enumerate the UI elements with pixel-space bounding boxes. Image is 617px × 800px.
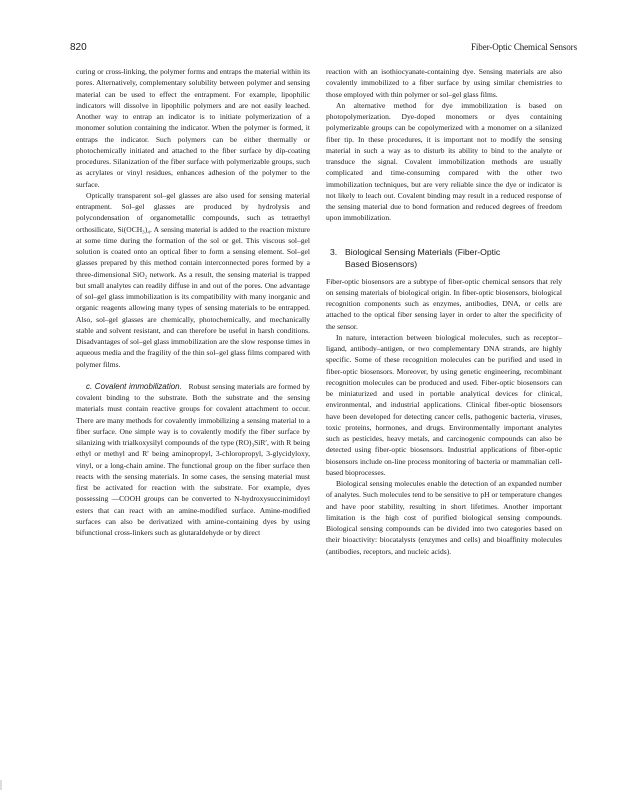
- paragraph: Fiber-optic biosensors are a subtype of fiber-optic chemical sensors that rely on sensing materials of biological origin. In fiber-optic biosensors, biological recognition components such as enzymes, antibodies, DNA, or cells are attached to the optical fiber sensing layer in order to alter the specificity of the sensor.: [326, 276, 562, 331]
- section-heading: [330, 246, 562, 270]
- scan-margin-mark: [0, 780, 2, 790]
- page-number: 820: [70, 42, 87, 53]
- paragraph-text: Robust sensing materials are formed by covalent binding to the substrate. Both the substrate and the sensing materials must contain reactive groups for covalent attachment to occur. There are many methods for covalently immobilizing a sensing material to a fiber surface. One simple way is to covalently modify the fiber surface by silanizing with trialkoxysilyl compounds of the type (RO)₃SiR′, with R being ethyl or methyl and R′ being aminopropyl, 3-chloropropyl, 3-glycidyloxy, vinyl, or a long-chain amine. The functional group on the fiber surface then reacts with the sensing materials. In some cases, the sensing material must first be activated for reaction with the substrate. For example, dyes possessing —COOH groups can be converted to N-hydroxysuccinimidoyl esters that can react with an amine-modified surface. Amine-modified surfaces can also be derivatized with amine-containing dyes by using bifunctional cross-linkers such as glutaraldehyde or by direct: [76, 381, 310, 537]
- paragraph: Biological sensing molecules enable the detection of an expanded number of analytes. Such molecules tend to be sensitive to pH or temperature changes and have poor stability, resulting in short lifetimes. Another important limitation is the high cost of purified biological sensing compounds. Biological sensing compounds can be divided into two categories based on their bioactivity: biocatalysts (enzymes and cells) and bioaffinity molecules (antibodies, receptors, and nucleic acids).: [326, 479, 562, 556]
- paragraph: curing or cross-linking, the polymer forms and entraps the material within its pores. Alternatively, complementary solubility between polymer and sensing material can be used to effect the entrapment. For example, lipophilic indicators will dissolve in lipophilic polymers and are not easily leached. Another way to entrap an indicator is to initiate polymerization of a monomer solution containing the indicator. When the polymer is formed, it entraps the indicator. Such polymers can be either thermally or photochemically initiated and attached to the fiber surface by dip-coating procedures. Silanization of the fiber surface with polymerizable groups, such as acrylates or vinyl residues, enhances adhesion of the polymer to the surface.: [76, 67, 310, 189]
- paragraph: [76, 381, 310, 539]
- paragraph: An alternative method for dye immobilization is based on photopolymerization. Dye-doped monomers or dyes containing polymerizable groups can be copolymerized with a monomer on a silanized fiber tip. In these procedures, it is important not to modify the sensing material in such a way as to disturb its ability to bind to the analyte or transduce the signal. Covalent immobilization methods are usually complicated and time-consuming compared with the other two immobilization techniques, but are very reliable since the dye or indicator is not likely to leach out. Covalent binding may result in a reduced response of the sensing material due to bond formation and reduced degrees of freedom upon immobilization.: [326, 100, 562, 223]
- running-head: Fiber-Optic Chemical Sensors: [470, 42, 577, 52]
- right-column: [326, 66, 562, 557]
- section-title-line2: Based Biosensors): [345, 258, 418, 269]
- section-title-line1: Biological Sensing Materials (Fiber-Optic: [345, 246, 501, 257]
- left-column: [76, 66, 310, 538]
- section-number: 3.: [330, 246, 338, 257]
- paragraph: Optically transparent sol–gel glasses are also used for sensing material entrapment. Sol–gel glasses are produced by hydrolysis and polycondensation of organometallic compounds, such as tetraethyl orthosilicate, Si(OCH₃)₄. A sensing material is added to the reaction mixture at some time during the formation of the sol or gel. This viscous sol–gel solution is coated onto an optical fiber to form a sensing element. Sol–gel glasses prepared by this method contain interconnected pores formed by a three-dimensional SiO₂ network. As a result, the sensing material is trapped but small analytes can readily diffuse in and out of the pores. One advantage of sol–gel glass immobilization is its compatibility with many inorganic and organic reagents allowing many types of sensing materials to be entrapped. Also, sol–gel glasses are chemically, photochemically, and mechanically stable and solvent resistant, and can therefore be useful in harsh conditions. Disadvantages of sol–gel glass immobilization are the slow response times in aqueous media and the fragility of the thin sol–gel glass films compared with polymer films.: [76, 190, 310, 369]
- paragraph: In nature, interaction between biological molecules, such as receptor–ligand, antibody–antigen, or two complementary DNA strands, are highly specific. Some of these recognition molecules can be purified and used in fiber-optic biosensors. Moreover, by using genetic engineering, recombinant recognition molecules can be produced and used. Fiber-optic biosensors can be miniaturized and used in portable analytical devices for clinical, environmental, and industrial applications. Clinical fiber-optic biosensors have been developed for detecting cancer cells, pathogenic bacteria, viruses, toxic proteins, hormones, and drugs. Environmentally important analytes such as pesticides, heavy metals, and carcinogenic compounds can also be detected using fiber-optic biosensors. Industrial applications of fiber-optic biosensors include on-line process monitoring of bacteria or mammalian cell-based bioprocesses.: [326, 332, 562, 477]
- subheading-covalent-immobilization: c. Covalent immobilization.: [86, 381, 182, 391]
- paragraph: reaction with an isothiocyanate-containing dye. Sensing materials are also covalently immobilized to a fiber surface by using similar chemistries to those employed with thin polymer or sol–gel glass films.: [326, 67, 562, 99]
